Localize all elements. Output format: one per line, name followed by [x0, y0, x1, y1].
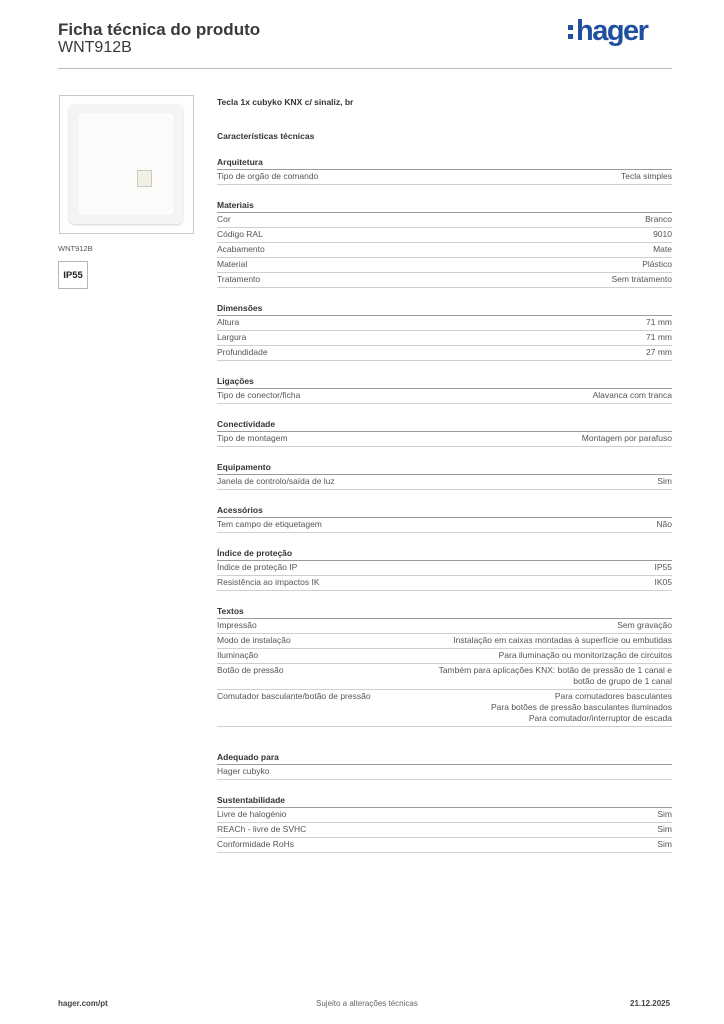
spec-value: Sim [657, 809, 672, 819]
spec-section [217, 547, 672, 591]
spec-row [217, 258, 672, 273]
spec-row [217, 808, 672, 823]
spec-label: Tipo de conector/ficha [217, 390, 301, 400]
spec-row [217, 634, 672, 649]
section-title: Dimensões [217, 302, 672, 316]
spec-section [217, 751, 672, 780]
spec-row [217, 243, 672, 258]
product-code: WNT912B [58, 39, 132, 56]
spec-row [217, 690, 672, 727]
spec-sections [217, 156, 672, 853]
led-indicator-window [137, 170, 152, 187]
spec-section [217, 605, 672, 727]
spec-value: IP55 [654, 562, 672, 572]
section-title: Equipamento [217, 461, 672, 475]
hager-logo[interactable] [567, 15, 647, 48]
spec-value: Sim [657, 824, 672, 834]
spec-label: REACh - livre de SVHC [217, 824, 307, 834]
spec-row [217, 664, 672, 690]
section-title: Acessórios [217, 504, 672, 518]
header-divider [58, 68, 672, 69]
spec-section [217, 794, 672, 853]
spec-row [217, 213, 672, 228]
spec-label: Cor [217, 214, 231, 224]
spec-row [217, 273, 672, 288]
spec-label: Tratamento [217, 274, 261, 284]
spec-section [217, 302, 672, 361]
spec-row [217, 170, 672, 185]
spec-value: Branco [645, 214, 672, 224]
spec-value: Mate [653, 244, 672, 254]
spec-label: Comutador basculante/botão de pressão [217, 691, 371, 701]
spec-row [217, 518, 672, 533]
spec-section [217, 199, 672, 288]
spec-row [217, 823, 672, 838]
spec-content [217, 96, 672, 853]
spec-section [217, 461, 672, 490]
spec-label: Janela de controlo/saída de luz [217, 476, 335, 486]
spec-row [217, 316, 672, 331]
spec-value: Sim [657, 839, 672, 849]
spec-row [217, 346, 672, 361]
switch-rocker [77, 112, 175, 216]
spec-section [217, 156, 672, 185]
footer-date: 21.12.2025 [630, 999, 671, 1008]
spec-label: Altura [217, 317, 240, 327]
spec-label: Tipo de orgão de comando [217, 171, 319, 181]
spec-label: Conformidade RoHs [217, 839, 295, 849]
spec-label: Acabamento [217, 244, 265, 254]
spec-row [217, 432, 672, 447]
spec-value: Plástico [642, 259, 672, 269]
spec-label: Tipo de montagem [217, 433, 288, 443]
logo-dots-icon [567, 16, 575, 40]
image-caption: WNT912B [58, 244, 93, 253]
footer-note: Sujeito a alterações técnicas [316, 999, 418, 1008]
spec-label: Índice de proteção IP [217, 562, 298, 572]
product-image [59, 95, 194, 234]
section-title: Ligações [217, 375, 672, 389]
spec-label: Tem campo de etiquetagem [217, 519, 322, 529]
spec-row [217, 331, 672, 346]
spec-label: Resistência ao impactos IK [217, 577, 320, 587]
spec-section [217, 504, 672, 533]
spec-label: Largura [217, 332, 247, 342]
section-title: Índice de proteção [217, 547, 672, 561]
section-title: Adequado para [217, 751, 672, 765]
spec-row [217, 619, 672, 634]
spec-value: Não [656, 519, 672, 529]
spec-value: Montagem por parafuso [581, 433, 672, 443]
spec-value: 71 mm [646, 317, 672, 327]
spec-label: Impressão [217, 620, 257, 630]
spec-label: Iluminação [217, 650, 259, 660]
spec-row [217, 475, 672, 490]
spec-row [217, 561, 672, 576]
spec-label: Modo de instalação [217, 635, 291, 645]
spec-section [217, 418, 672, 447]
spec-label: Profundidade [217, 347, 268, 357]
section-title: Materiais [217, 199, 672, 213]
section-title: Sustentabilidade [217, 794, 672, 808]
spec-value: Sem gravação [617, 620, 672, 630]
spec-row [217, 228, 672, 243]
switch-plate [69, 104, 183, 224]
spec-label: Material [217, 259, 248, 269]
spec-label: Botão de pressão [217, 665, 284, 675]
logo-text: hager [576, 15, 648, 47]
product-name: Tecla 1x cubyko KNX c/ sinaliz, br [217, 97, 354, 107]
spec-value: Para iluminação ou monitorização de circuitos [498, 650, 672, 660]
section-title: Conectividade [217, 418, 672, 432]
spec-value: Para comutadores basculantes Para botões de pressão basculantes iluminados Para comutador/interruptor de escada [491, 691, 672, 723]
spec-row [217, 765, 672, 780]
spec-value: Sem tratamento [611, 274, 672, 284]
spec-row [217, 838, 672, 853]
spec-section [217, 375, 672, 404]
spec-row [217, 649, 672, 664]
footer-website-link[interactable]: hager.com/pt [58, 999, 108, 1008]
spec-row [217, 576, 672, 591]
spec-value: 9010 [653, 229, 672, 239]
spec-row [217, 389, 672, 404]
spec-value: IK05 [654, 577, 672, 587]
spec-value: Instalação em caixas montadas à superfície ou embutidas [453, 635, 672, 645]
page-title: Ficha técnica do produto [58, 20, 261, 39]
spec-value: 27 mm [646, 347, 672, 357]
spec-value: Alavanca com tranca [592, 390, 672, 400]
spec-value: Tecla simples [620, 171, 672, 181]
spec-label: Código RAL [217, 229, 263, 239]
spec-value: Também para aplicações KNX: botão de pressão de 1 canal e botão de grupo de 1 canal [438, 665, 672, 686]
tech-characteristics-heading: Características técnicas [217, 131, 315, 141]
ip-rating-badge: IP55 [58, 261, 88, 289]
spec-value: 71 mm [646, 332, 672, 342]
spec-label: Livre de halogénio [217, 809, 287, 819]
spec-value: Sim [657, 476, 672, 486]
spec-label: Hager cubyko [217, 766, 270, 776]
section-title: Textos [217, 605, 672, 619]
section-title: Arquitetura [217, 156, 672, 170]
